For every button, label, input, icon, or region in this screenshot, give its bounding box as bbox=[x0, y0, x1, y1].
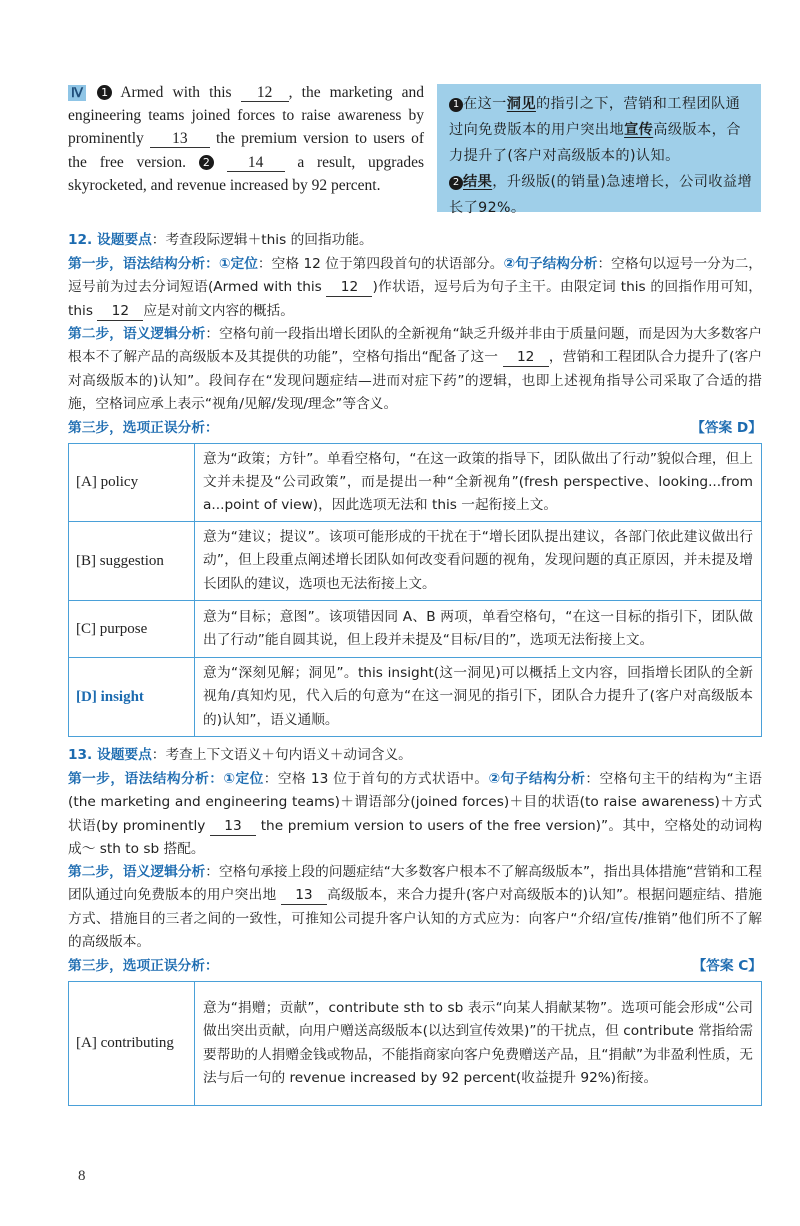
keyword-result: 结果 bbox=[463, 174, 493, 190]
passage-text-3: the premium version to users of the free version. bbox=[68, 130, 424, 171]
keyword-promote: 宣传 bbox=[624, 122, 654, 138]
sentence-number-2: 2 bbox=[199, 155, 214, 170]
sentence-number-1: 1 bbox=[97, 85, 112, 100]
q13-step2: 第二步，语义逻辑分析：空格句承接上段的问题症结“大多数客户根本不了解高级版本”，指出具体措施“营销和工程团队通过向免费版本的用户突出地 13 高级版本，来合力提升(客户对高级版本的)认知”。根据问题症结、措施方式、措施目的三者之间的一致性，可推知公司提升客户认知的方式应为：向客户“介绍/宣传/推销”他们所不了解的高级版本。 bbox=[68, 864, 762, 951]
q12-heading: 12. 设题要点：考查段际逻辑＋this 的回指功能。 bbox=[68, 232, 373, 248]
passage-excerpt bbox=[68, 81, 424, 197]
option-label: [A] contributing bbox=[69, 982, 195, 1106]
passage-text-1: Armed with this bbox=[120, 84, 232, 101]
q13-options-table bbox=[68, 981, 762, 1106]
option-label: [A] policy bbox=[69, 444, 195, 522]
translation-box: 1 在这一洞见的指引之下，营销和工程团队通过向免费版本的用户突出地宣传高级版本，合力提升了(客户对高级版本的)认知。 2 结果，升级版(的销量)急速增长，公司收益增长了92%。 bbox=[437, 84, 761, 212]
passage-text-4: a result, upgrades skyrocketed, and revenue increased by 92 percent. bbox=[68, 153, 425, 194]
q12-answer: 【答案 D】 bbox=[691, 420, 762, 436]
option-explanation: 意为“深刻见解；洞见”。this insight(这一洞见)可以概括上文内容，回指增长团队的全新视角/真知灼见，代入后的句意为“在这一洞见的指引下，团队合力提升了(客户对高级版本的)认知”，语义通顺。 bbox=[195, 658, 762, 737]
option-explanation: 意为“目标；意图”。该项错因同 A、B 两项，单看空格句，“在这一目标的指引下，团队做出了行动”能自圆其说，但上段并未提及“目标/目的”，选项无法衔接上文。 bbox=[195, 601, 762, 658]
passage-text-2: , the marketing and engineering teams joined forces to raise awareness by prominently bbox=[68, 84, 425, 148]
q12-step1: 第一步，语法结构分析：①定位：空格 12 位于第四段首句的状语部分。②句子结构分析：空格句以逗号一分为二，逗号前为过去分词短语(Armed with this 12 )作状语，逗号后为句子主干。由限定词 this 的回指作用可知，this 12 应是对前文内容的概括。 bbox=[68, 256, 762, 319]
q12-options-table bbox=[68, 443, 762, 737]
q13-step3: 第三步，选项正误分析： bbox=[68, 958, 219, 974]
q13-step1: 第一步，语法结构分析：①定位：空格 13 位于首句的方式状语中。②句子结构分析：空格句主干的结构为“主语(the marketing and engineering teams)＋谓语部分(joined forces)＋目的状语(to raise awareness)＋方式状语(by prominently 13 the premium version to users of the free version)”。其中，空格处的动词构成～ sth to sb 搭配。 bbox=[68, 771, 763, 858]
page-number: 8 bbox=[78, 1168, 86, 1184]
roman-numeral-badge: Ⅳ bbox=[68, 85, 86, 101]
table-row bbox=[69, 658, 762, 737]
q13-heading: 13. 设题要点：考查上下文语义＋句内语义＋动词含义。 bbox=[68, 747, 412, 763]
table-row bbox=[69, 982, 762, 1106]
table-row bbox=[69, 444, 762, 522]
translation-number-2: 2 bbox=[449, 176, 463, 190]
blank-12: 12 bbox=[241, 84, 289, 102]
option-label-correct: [D] insight bbox=[69, 658, 195, 737]
q12-step3: 第三步，选项正误分析： bbox=[68, 420, 219, 436]
translation-number-1: 1 bbox=[449, 98, 463, 112]
q13-answer: 【答案 C】 bbox=[692, 958, 762, 974]
q12-step2: 第二步，语义逻辑分析：空格句前一段指出增长团队的全新视角“缺乏升级并非由于质量问题，而是因为大多数客户根本不了解产品的高级版本及其提供的功能”，空格句指出“配备了这一 12 ，营销和工程团队合力提升了(客户对高级版本的)认知”。段间存在“发现问题症结—进而对症下药”的逻辑，也即上述视角指导公司采取了合适的措施，空格词应承上表示“视角/见解/发现/理念”等含义。 bbox=[68, 326, 763, 413]
keyword-insight: 洞见 bbox=[506, 96, 536, 112]
option-explanation: 意为“建议；提议”。该项可能形成的干扰在于“增长团队提出建议，各部门依此建议做出行动”，但上段重点阐述增长团队如何改变看问题的视角，发现问题的真正原因，并未提及增长团队的建议，选项也无法衔接上文。 bbox=[195, 522, 762, 601]
option-explanation: 意为“政策；方针”。单看空格句，“在这一政策的指导下，团队做出了行动”貌似合理，但上文并未提及“公司政策”，而是提出一种“全新视角”(fresh perspective、looking...from a...point of view)，因此选项无法和 this 一起衔接上文。 bbox=[195, 444, 762, 522]
table-row bbox=[69, 601, 762, 658]
table-row bbox=[69, 522, 762, 601]
option-label: [B] suggestion bbox=[69, 522, 195, 601]
option-explanation: 意为“捐赠；贡献”，contribute sth to sb 表示“向某人捐献某物”。选项可能会形成“公司做出突出贡献，向用户赠送高级版本(以达到宣传效果)”的干扰点，但 contribute 常指给需要帮助的人捐赠金钱或物品，不能指商家向客户免费赠送产品，且“捐献”为非盈利性质，无法与后一句的 revenue increased by 92 percent(收益提升 92%)衔接。 bbox=[195, 982, 762, 1106]
option-label: [C] purpose bbox=[69, 601, 195, 658]
blank-14: 14 bbox=[227, 154, 285, 172]
blank-13: 13 bbox=[150, 130, 210, 148]
